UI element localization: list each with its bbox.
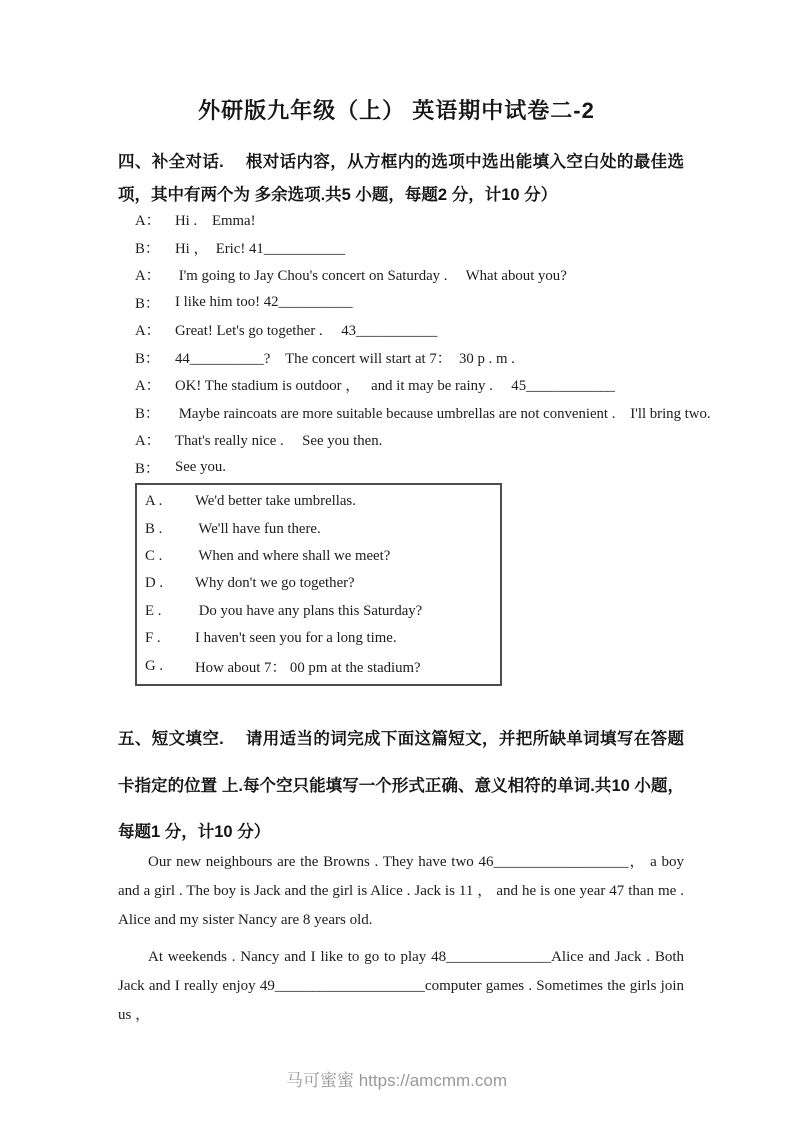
dialogue-line bbox=[135, 454, 775, 482]
option-text: When and where shall we meet? bbox=[195, 547, 391, 564]
option-line bbox=[145, 515, 494, 542]
dialogue-text: OK! The stadium is outdoor ， and it may be rainy . 45____________ bbox=[175, 378, 615, 395]
passage-paragraph: At weekends . Nancy and I like to go to play 48______________Alice and Jack . Both Jack and I really enjoy 49____________________computer games . Sometimes the girls join us ， bbox=[118, 949, 684, 1023]
option-text: How about 7： 00 pm at the stadium? bbox=[195, 659, 421, 676]
dialogue-line bbox=[135, 344, 775, 372]
dialogue-text: 44__________? The concert will start at 7： 30 p . m . bbox=[175, 350, 515, 367]
dialogue-text: I'm going to Jay Chou's concert on Saturday . What about you? bbox=[175, 268, 567, 285]
dialogue-block bbox=[135, 206, 775, 481]
option-letter: D . bbox=[145, 575, 164, 592]
option-line bbox=[145, 598, 494, 625]
option-letter: A . bbox=[145, 493, 163, 510]
option-line bbox=[145, 652, 494, 679]
option-text: We'll have fun there. bbox=[195, 520, 321, 537]
dialogue-text: I like him too! 42__________ bbox=[175, 293, 353, 310]
option-letter: B . bbox=[145, 520, 163, 537]
dialogue-text: See you. bbox=[175, 458, 226, 475]
page-title: 外研版九年级（上） 英语期中试卷二-2 bbox=[198, 98, 595, 123]
speaker-label: A： bbox=[135, 433, 161, 450]
dialogue-line bbox=[135, 289, 775, 317]
watermark-footer: 马可蜜蜜 https://amcmm.com bbox=[285, 1071, 508, 1090]
option-text: Why don't we go together? bbox=[195, 575, 355, 592]
dialogue-text: Hi ， Eric! 41___________ bbox=[175, 240, 346, 257]
speaker-label: B： bbox=[135, 460, 160, 477]
option-line bbox=[145, 570, 494, 597]
dialogue-line bbox=[135, 426, 775, 454]
speaker-label: A： bbox=[135, 323, 161, 340]
section4-heading: 四、补全对话. 根对话内容，从方框内的选项中选出能填入空白处的最佳选项，其中有两个为 多余选项.共5 小题，每题2 分，计10 分） bbox=[118, 153, 684, 204]
dialogue-text: That's really nice . See you then. bbox=[175, 433, 383, 450]
option-text: We'd better take umbrellas. bbox=[195, 493, 356, 510]
options-box bbox=[135, 483, 502, 686]
speaker-label: B： bbox=[135, 295, 160, 312]
option-text: Do you have any plans this Saturday? bbox=[195, 602, 423, 619]
option-letter: C . bbox=[145, 547, 163, 564]
speaker-label: B： bbox=[135, 405, 160, 422]
option-text: I haven't seen you for a long time. bbox=[195, 630, 397, 647]
dialogue-text: Hi . Emma! bbox=[175, 213, 256, 230]
dialogue-line bbox=[135, 261, 775, 289]
speaker-label: B： bbox=[135, 240, 160, 257]
dialogue-text: Great! Let's go together . 43___________ bbox=[175, 323, 438, 340]
dialogue-line bbox=[135, 316, 775, 344]
option-line bbox=[145, 488, 494, 515]
speaker-label: B： bbox=[135, 350, 160, 367]
dialogue-text: Maybe raincoats are more suitable because umbrellas are not convenient . I'll bring two. bbox=[175, 405, 711, 422]
option-letter: G . bbox=[145, 657, 164, 674]
cloze-passage bbox=[118, 848, 684, 1039]
option-line bbox=[145, 543, 494, 570]
section5-heading: 五、短文填空. 请用适当的词完成下面这篇短文，并把所缺单词填写在答题卡指定的位置 上.每个空只能填写一个形式正确、意义相符的单词.共10 小题，每题1 分，计10 分） bbox=[118, 730, 684, 841]
dialogue-line bbox=[135, 234, 775, 262]
dialogue-line bbox=[135, 206, 775, 234]
dialogue-line bbox=[135, 399, 775, 427]
speaker-label: A： bbox=[135, 268, 161, 285]
dialogue-line bbox=[135, 371, 775, 399]
passage-paragraph: Our new neighbours are the Browns . They have two 46__________________， a boy and a girl . The boy is Jack and the girl is Alice . Jack is 11 ， and he is one year 47 than me . Alice and my sister Nancy are 8 years old. bbox=[118, 854, 684, 928]
speaker-label: A： bbox=[135, 378, 161, 395]
option-line bbox=[145, 625, 494, 652]
option-letter: E . bbox=[145, 602, 162, 619]
option-letter: F . bbox=[145, 630, 161, 647]
speaker-label: A： bbox=[135, 213, 161, 230]
